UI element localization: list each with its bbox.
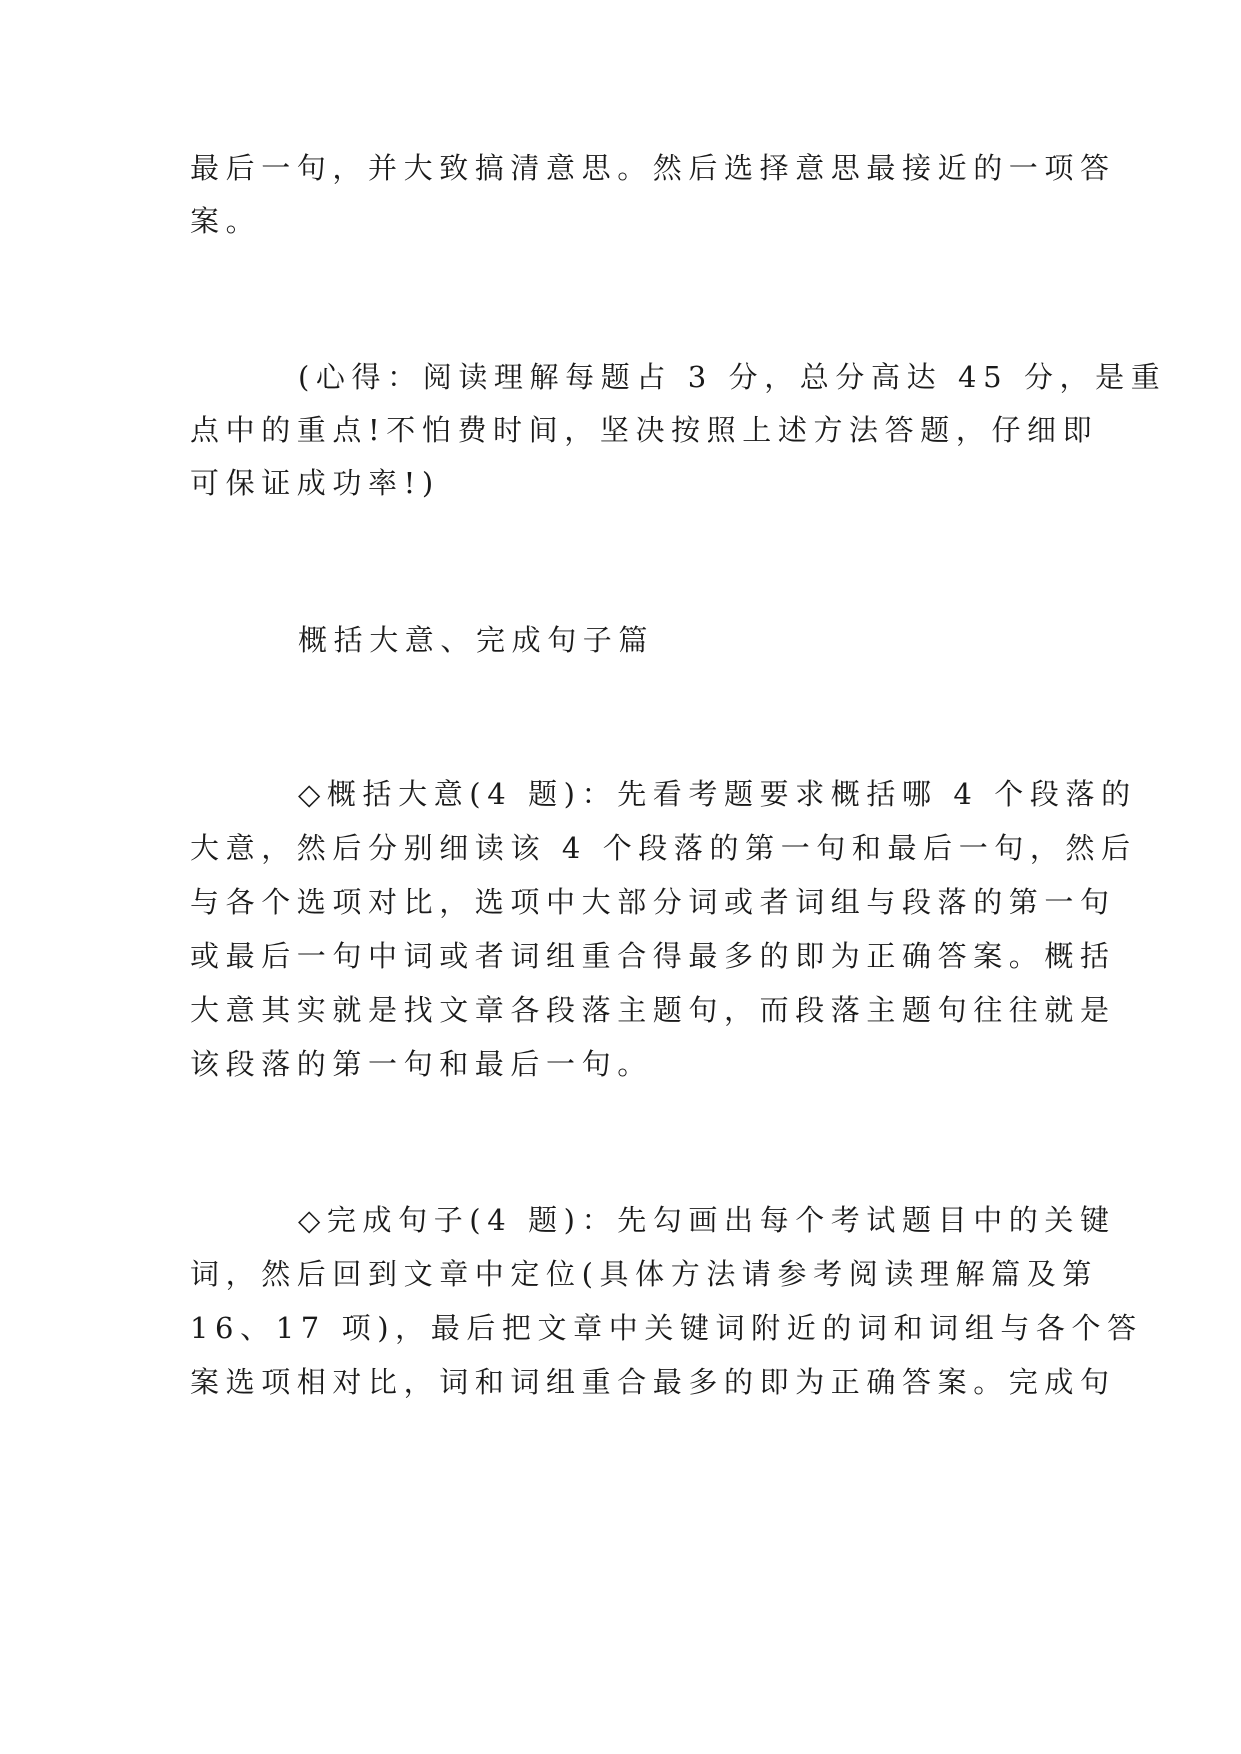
completion-paragraph-line: 案选项相对比，词和词组重合最多的即为正确答案。完成句 (190, 1365, 1116, 1399)
completion-paragraph-line: 词，然后回到文章中定位(具体方法请参考阅读理解篇及第 (190, 1257, 1098, 1291)
summary-paragraph-line: 或最后一句中词或者词组重合得最多的即为正确答案。概括 (190, 939, 1116, 973)
summary-paragraph-line: 与各个选项对比，选项中大部分词或者词组与段落的第一句 (190, 885, 1116, 919)
completion-paragraph-line: 16、17 项)，最后把文章中关键词附近的词和词组与各个答 (190, 1311, 1143, 1345)
tip-paragraph-line: (心得：阅读理解每题占 3 分，总分高达 45 分，是重 (298, 360, 1167, 394)
tip-paragraph-line: 可保证成功率!) (190, 466, 440, 500)
paragraph-line: 最后一句，并大致搞清意思。然后选择意思最接近的一项答 (190, 151, 1116, 185)
summary-paragraph-line: 大意其实就是找文章各段落主题句，而段落主题句往往就是 (190, 993, 1116, 1027)
summary-paragraph-line: 该段落的第一句和最后一句。 (190, 1047, 653, 1081)
section-heading: 概括大意、完成句子篇 (298, 623, 655, 657)
completion-paragraph-line: ◇完成句子(4 题)：先勾画出每个考试题目中的关键 (298, 1203, 1116, 1237)
summary-paragraph-line: ◇概括大意(4 题)：先看考题要求概括哪 4 个段落的 (298, 777, 1137, 811)
tip-paragraph-line: 点中的重点!不怕费时间，坚决按照上述方法答题，仔细即 (190, 413, 1099, 447)
paragraph-line: 案。 (190, 204, 262, 238)
summary-paragraph-line: 大意，然后分别细读该 4 个段落的第一句和最后一句，然后 (190, 831, 1137, 865)
